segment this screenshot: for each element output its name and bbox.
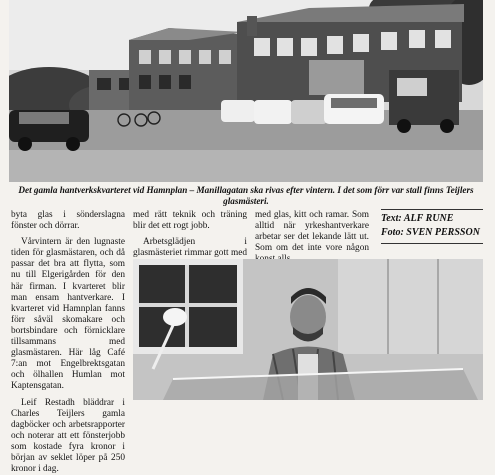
text-credit-label: Text: [381,213,402,224]
text-credit-name: ALF RUNE [404,213,454,224]
paragraph: Leif Restadh bläddrar i Charles Teijlers gamla dagböcker och arbetsrapporter och noterar att ett fönsterjobb som kostade fyra kronor i början av seklet löper på 250 kronor i dag. [11,398,125,475]
paragraph: Vårvintern är den lugnaste tiden för glasmästaren, och då passar det bra att flytta, som nu till Elgerigården för den här firman. I kvarteret blir man ensam hantverkare. I kvarteret vid Hamnplan fanns förr såväl skomakare och bortsbindare och förnicklare tillsammans med glasmästaren. Här låg Café 7:an mot Engelbrektsgatan och ölhallen Humlan mot Kaptensgatan. [11,237,125,392]
photo-credit-name: SVEN PERSSON [406,227,480,238]
article-column-1 [11,210,125,475]
divider [381,209,483,210]
paragraph: med glas, kitt och ramar. Som alltid när yrkeshantverkare arbetar ser det lekande lätt ut. Som om det inte vore någon [255,210,369,265]
paragraph: med rätt teknik och träning blir det ett rogt jobb. [133,210,247,232]
photo-credit-label: Foto: [381,227,404,238]
photo-caption: Det gamla hantverkskvarteret vid Hamnplan – Manillagatan ska rivas efter vintern. I det som förr var stall finns Teijlers glasmästeri. [9,185,483,207]
divider [381,243,483,244]
article-column-3 [255,210,369,265]
photo-hantverkskvarteret [9,0,483,182]
text-credit [381,212,485,226]
byline [381,212,485,240]
photo-glasmastare [133,259,483,400]
photo-credit [381,226,485,240]
paragraph: byta glas i sönderslagna fönster och dörrar. [11,210,125,232]
paragraph: Arbetsglädjen i glasmästeriet rimmar gott med [133,237,247,281]
